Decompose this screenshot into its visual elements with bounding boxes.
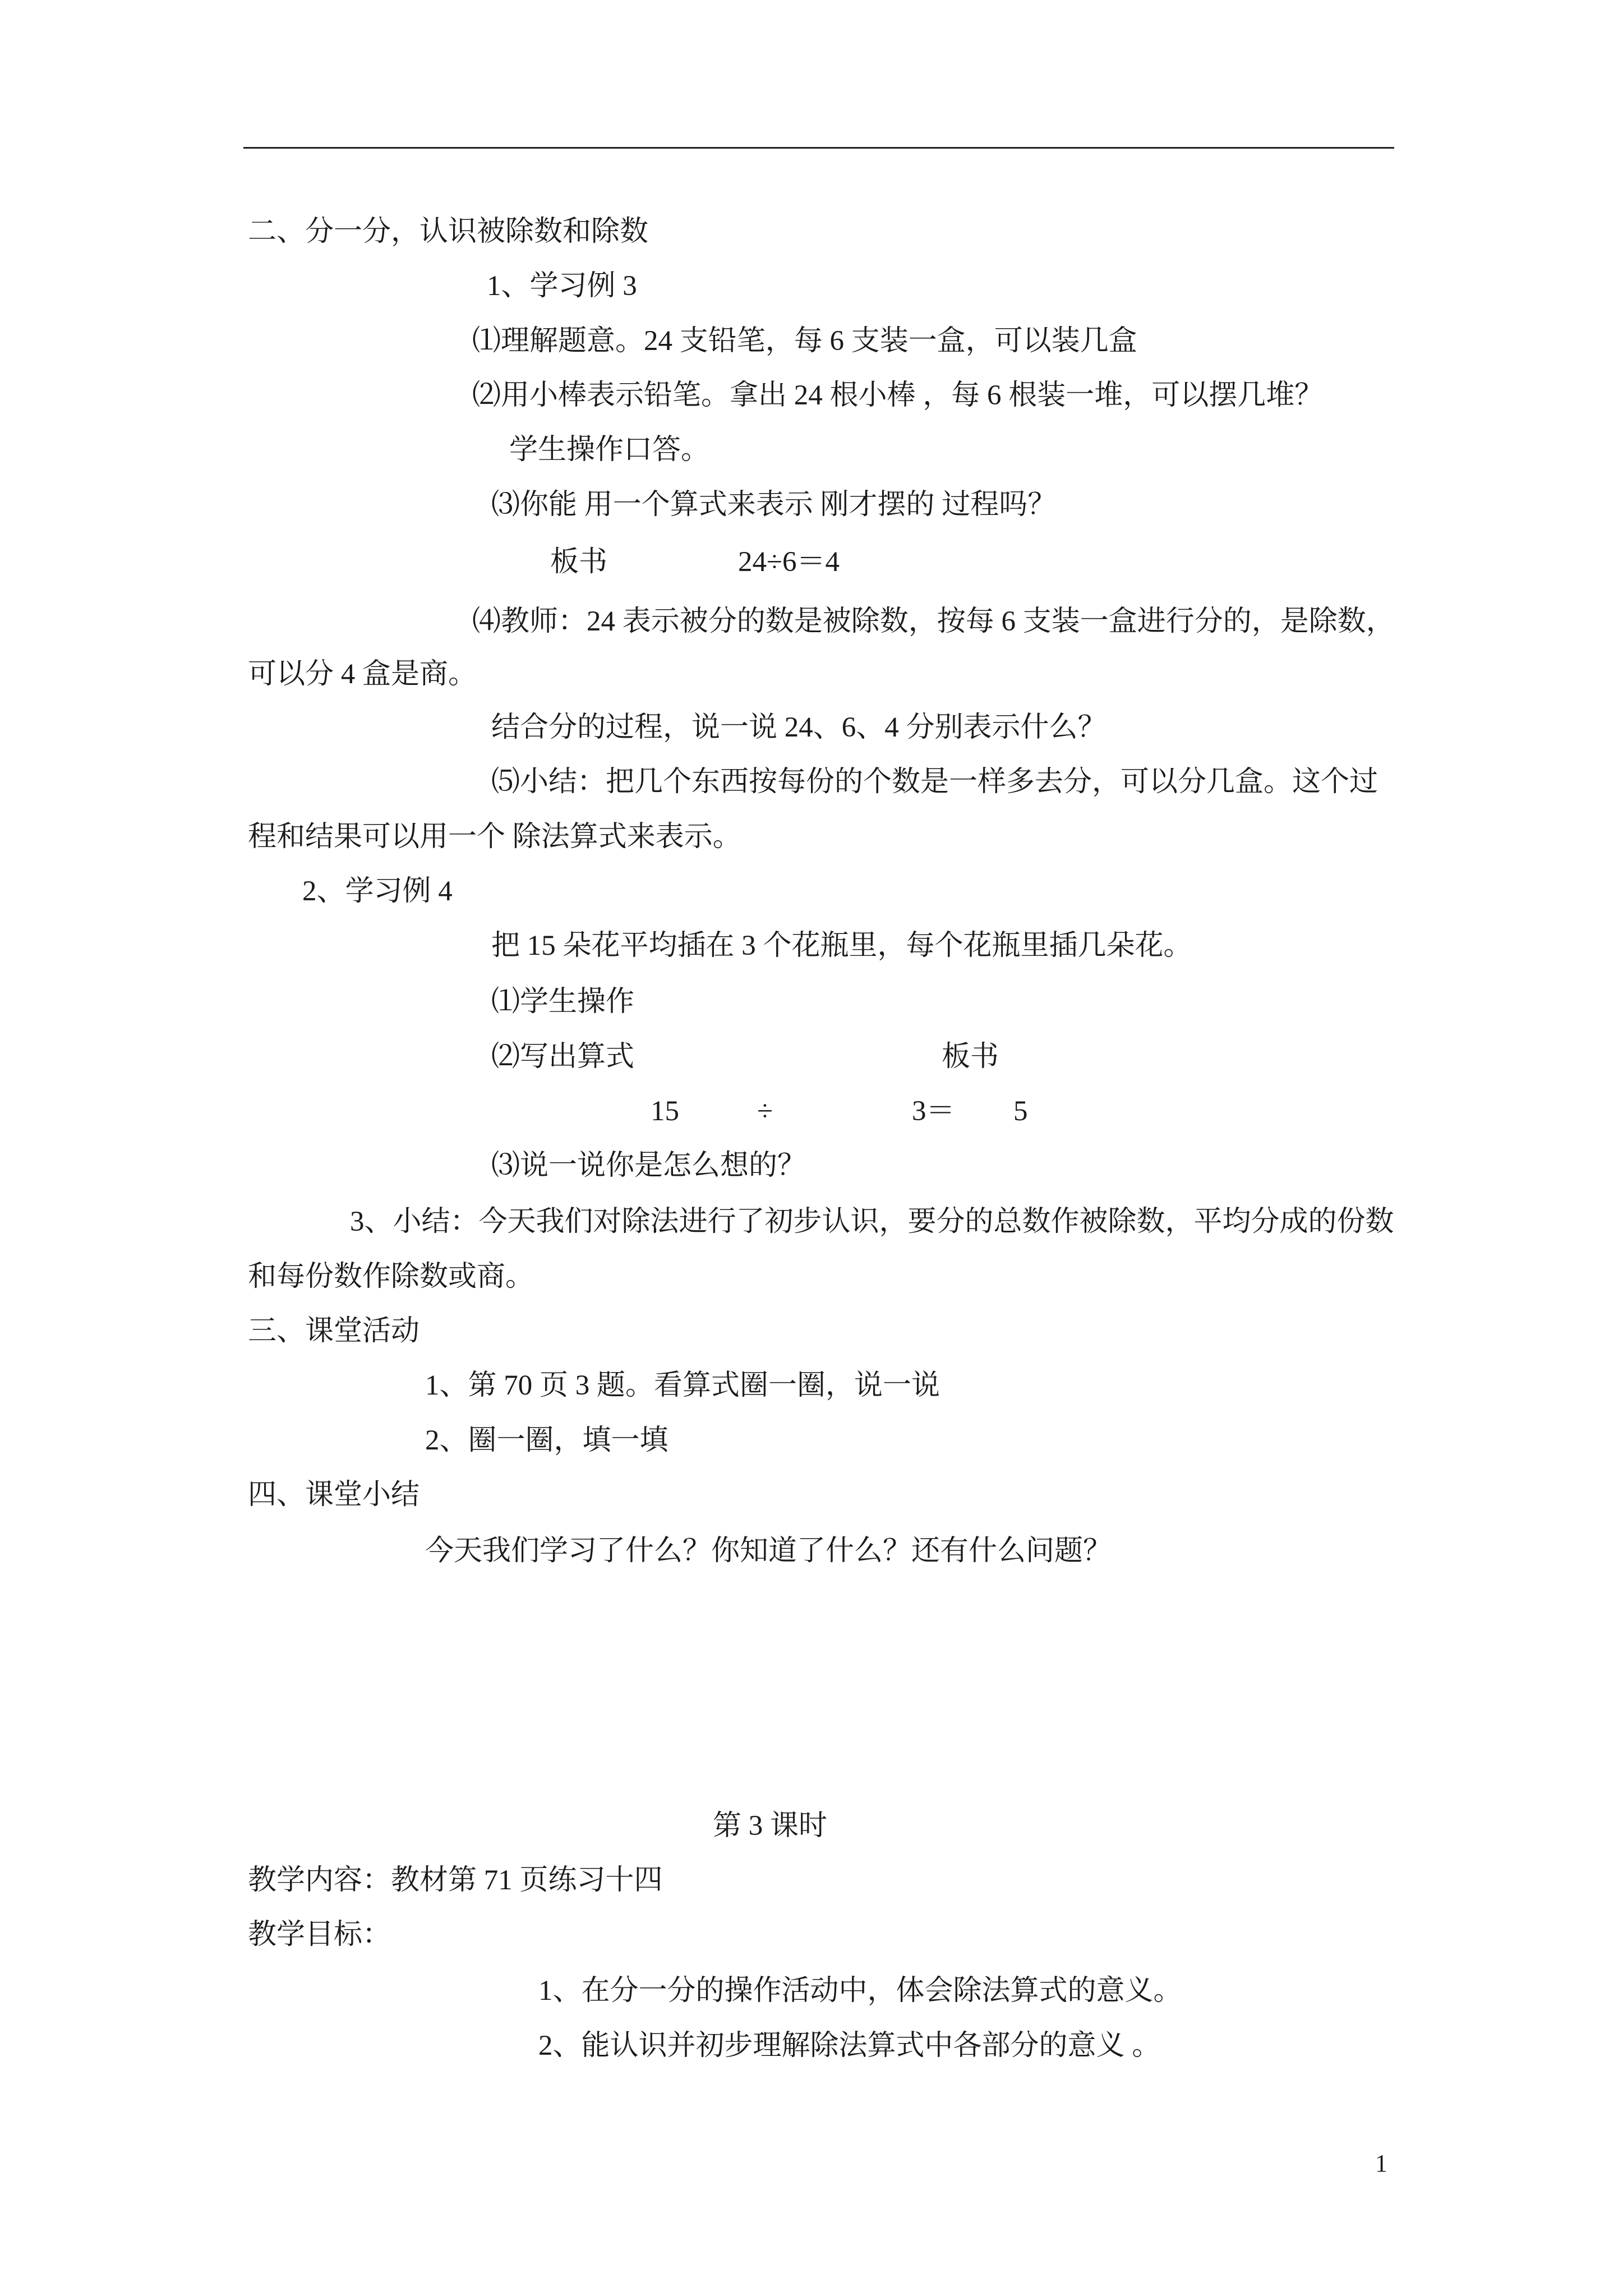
activity-item: 1、第 70 页 3 题。看算式圈一圈，说一说 xyxy=(425,1370,940,1401)
example3-step5-line1: ⑸小结：把几个东西按每份的个数是一样多去分，可以分几盒。这个过 xyxy=(491,766,1378,798)
section-heading-part4: 四、课堂小结 xyxy=(248,1479,420,1511)
example3-board-formula: 24÷6＝4 xyxy=(738,546,840,578)
lesson-goal-item: 2、能认识并初步理解除法算式中各部分的意义 。 xyxy=(538,2030,1161,2062)
activity-item: 2、圈一圈，填一填 xyxy=(425,1425,668,1456)
page-number: 1 xyxy=(1375,2150,1387,2177)
example4-title: 2、学习例 4 xyxy=(302,876,453,907)
lesson-goals-label: 教学目标： xyxy=(248,1919,391,1950)
header-rule xyxy=(243,147,1394,149)
lesson-title: 第 3 课时 xyxy=(713,1810,828,1842)
example3-board-label: 板书 xyxy=(550,546,608,578)
example3-step3: ⑶你能 用一个算式来表示 刚才摆的 过程吗？ xyxy=(491,489,1057,521)
example3-step5-line2: 程和结果可以用一个 除法算式来表示。 xyxy=(248,821,741,853)
example3-step4-line1: ⑷教师：24 表示被分的数是被除数，按每 6 支装一盒进行分的，是除数， xyxy=(472,606,1395,637)
formula-dividend: 15 xyxy=(651,1096,679,1127)
formula-divisor-equals: 3＝ xyxy=(912,1096,955,1127)
example3-prompt: 结合分的过程，说一说 24、6、4 分别表示什么？ xyxy=(491,712,1106,743)
formula-operator: ÷ xyxy=(757,1096,773,1127)
lesson-goal-item: 1、在分一分的操作活动中，体会除法算式的意义。 xyxy=(538,1975,1182,2007)
part2-summary-line2: 和每份数作除数或商。 xyxy=(248,1261,534,1292)
example3-step2: ⑵用小棒表示铅笔。拿出 24 根小棒 ，每 6 根装一堆，可以摆几堆？ xyxy=(472,380,1324,411)
section-heading-part2: 二、分一分，认识被除数和除数 xyxy=(248,216,649,247)
section-heading-part3: 三、课堂活动 xyxy=(248,1315,420,1347)
example4-step1: ⑴学生操作 xyxy=(491,986,635,1018)
part2-summary-line1: 3、小结：今天我们对除法进行了初步认识，要分的总数作被除数，平均分成的份数 xyxy=(350,1206,1394,1237)
example4-step3: ⑶说一说你是怎么想的？ xyxy=(491,1150,806,1181)
example3-title: 1、学习例 3 xyxy=(487,270,637,302)
class-summary-text: 今天我们学习了什么？你知道了什么？还有什么问题？ xyxy=(425,1535,1112,1567)
example3-step4-line2: 可以分 4 盒是商。 xyxy=(248,659,477,690)
example3-step1: ⑴理解题意。24 支铅笔，每 6 支装一盒，可以装几盒 xyxy=(472,325,1137,357)
example4-problem: 把 15 朵花平均插在 3 个花瓶里，每个花瓶里插几朵花。 xyxy=(491,930,1192,961)
formula-quotient: 5 xyxy=(1013,1096,1028,1127)
example4-board-label: 板书 xyxy=(942,1041,999,1073)
example4-step2: ⑵写出算式 xyxy=(491,1041,635,1073)
example3-step2-note: 学生操作口答。 xyxy=(509,434,710,466)
lesson-content: 教学内容：教材第 71 页练习十四 xyxy=(248,1865,663,1896)
